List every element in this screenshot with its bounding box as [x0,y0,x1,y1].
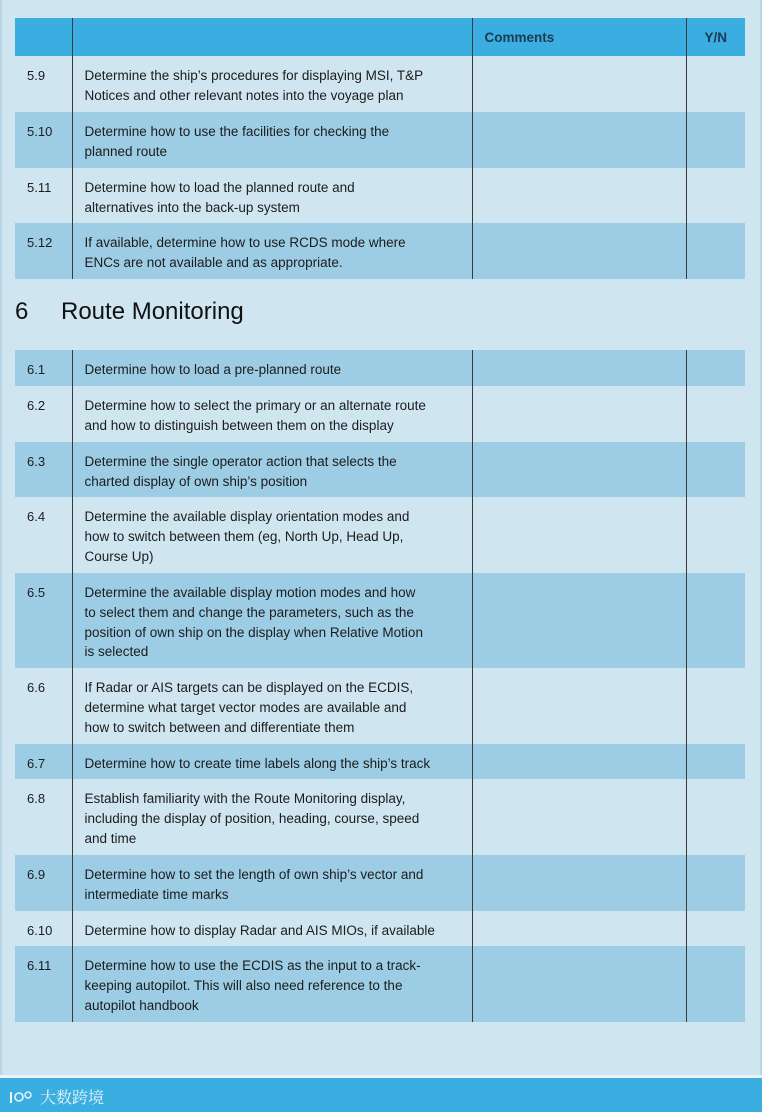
item-number: 5.11 [15,168,72,223]
footer-rule [0,1075,762,1078]
section-heading [15,298,244,326]
yn-cell [686,573,745,668]
watermark-logo-icon [8,1088,34,1106]
yn-cell [686,223,745,279]
item-description [72,112,472,168]
item-number: 6.4 [15,497,72,573]
table-row [15,911,745,946]
checklist-table-section-6 [15,350,745,1022]
item-description [72,668,472,744]
item-number: 6.7 [15,744,72,779]
table-row [15,779,745,855]
header-description-cell [72,18,472,56]
yn-cell [686,112,745,168]
item-description [72,386,472,442]
item-number: 5.10 [15,112,72,168]
comments-cell [472,744,686,779]
table-row [15,946,745,1022]
item-number: 6.5 [15,573,72,668]
item-number: 6.1 [15,350,72,386]
description-line: position of own ship on the display when Relative Motion [84,624,423,640]
header-yn: Y/N [686,18,745,56]
comments-cell [472,779,686,855]
item-description [72,573,472,668]
description-line: If available, determine how to use RCDS mode where [84,235,406,250]
description-line: intermediate time marks [84,886,229,902]
item-number: 6.2 [15,386,72,442]
comments-cell [472,946,686,1022]
description-line: charted display of own ship’s position [84,473,308,489]
description-line: If Radar or AIS targets can be displayed on the ECDIS, [84,680,414,695]
comments-cell [472,350,686,386]
item-number: 6.11 [15,946,72,1022]
yn-cell [686,946,745,1022]
description-line: is selected [84,644,149,660]
section-title: Route Monitoring [61,298,244,325]
table-row [15,442,745,497]
item-description [72,946,472,1022]
description-line: Determine how to create time labels along the ship’s track [84,756,431,771]
yn-cell [686,497,745,573]
description-line: how to switch between and differentiate them [84,719,355,735]
comments-cell [472,911,686,946]
comments-cell [472,168,686,223]
yn-cell [686,911,745,946]
description-line: autopilot handbook [84,997,199,1013]
description-line: Determine the available display motion modes and how [84,585,416,600]
description-line: Determine the ship’s procedures for displaying MSI, T&P [84,68,424,83]
watermark-logo [8,1085,104,1108]
item-number: 6.6 [15,668,72,744]
table-row [15,855,745,911]
description-line: and how to distinguish between them on the display [84,417,394,433]
watermark-text: 大数跨境 [40,1090,105,1107]
page-footer-bar [0,1075,762,1112]
description-line: Course Up) [84,548,154,564]
header-comments: Comments [472,18,686,56]
description-line: Determine how to load the planned route and [84,180,355,195]
table-row [15,668,745,744]
yn-cell [686,56,745,112]
item-number: 6.10 [15,911,72,946]
item-description [72,56,472,112]
yn-cell [686,779,745,855]
table-row [15,223,745,279]
comments-cell [472,442,686,497]
item-description [72,911,472,946]
item-number: 5.9 [15,56,72,112]
item-description [72,779,472,855]
table-row [15,386,745,442]
item-number: 6.8 [15,779,72,855]
description-line: Determine how to select the primary or an alternate route [84,398,426,413]
table-row [15,168,745,223]
comments-cell [472,497,686,573]
comments-cell [472,668,686,744]
item-number: 6.9 [15,855,72,911]
yn-cell [686,350,745,386]
description-line: Determine the available display orientation modes and [84,509,410,524]
comments-cell [472,386,686,442]
item-description [72,350,472,386]
comments-cell [472,855,686,911]
table-row [15,744,745,779]
header-number-cell [15,18,72,56]
item-description [72,442,472,497]
description-line: Determine how to use the ECDIS as the input to a track- [84,958,421,973]
checklist-table-section-5 [15,18,745,279]
description-line: Determine the single operator action that selects the [84,454,397,469]
description-line: alternatives into the back-up system [84,199,300,215]
table-header-row [15,18,745,56]
comments-cell [472,56,686,112]
item-description [72,168,472,223]
item-number: 6.3 [15,442,72,497]
description-line: determine what target vector modes are available and [84,699,407,715]
item-description [72,497,472,573]
section-number: 6 [15,298,29,325]
yn-cell [686,386,745,442]
item-number: 5.12 [15,223,72,279]
comments-cell [472,573,686,668]
description-line: how to switch between them (eg, North Up, Head Up, [84,528,404,544]
description-line: and time [84,830,137,846]
item-description [72,744,472,779]
description-line: including the display of position, heading, course, speed [84,810,420,826]
table-row [15,56,745,112]
description-line: planned route [84,143,168,159]
yn-cell [686,668,745,744]
description-line: Determine how to load a pre-planned route [84,362,342,377]
yn-cell [686,168,745,223]
description-line: Establish familiarity with the Route Monitoring display, [84,791,406,806]
table-row [15,350,745,386]
table-row [15,112,745,168]
description-line: ENCs are not available and as appropriate. [84,254,343,270]
description-line: to select them and change the parameters, such as the [84,604,414,620]
description-line: Determine how to set the length of own ship’s vector and [84,867,424,882]
comments-cell [472,223,686,279]
yn-cell [686,855,745,911]
item-description [72,223,472,279]
yn-cell [686,744,745,779]
table-row [15,573,745,668]
yn-cell [686,442,745,497]
description-line: keeping autopilot. This will also need reference to the [84,977,403,993]
table-row [15,497,745,573]
comments-cell [472,112,686,168]
description-line: Determine how to use the facilities for checking the [84,124,390,139]
description-line: Notices and other relevant notes into the voyage plan [84,87,404,103]
item-description [72,855,472,911]
description-line: Determine how to display Radar and AIS MIOs, if available [84,923,435,938]
